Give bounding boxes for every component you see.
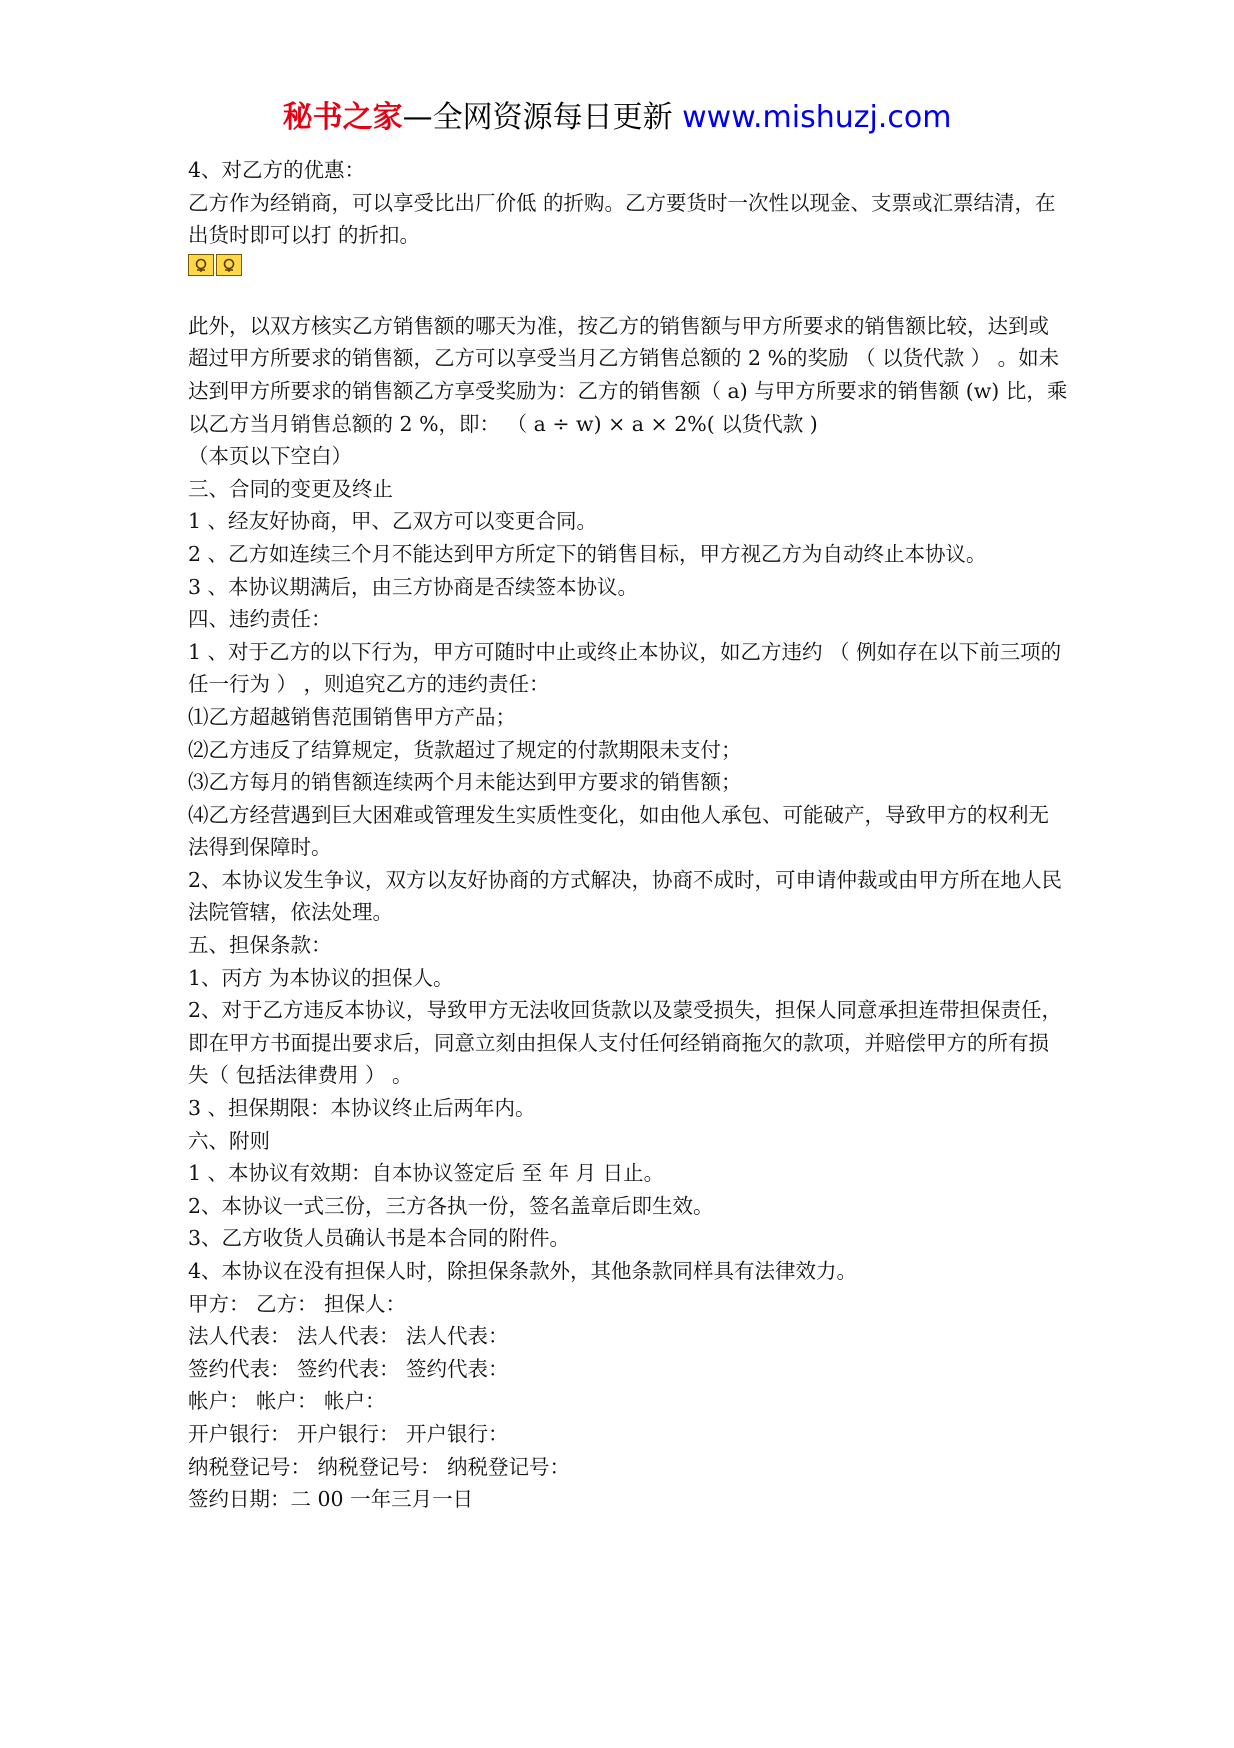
signature-row-legal-rep: 法人代表： 法人代表： 法人代表： <box>188 1324 509 1349</box>
section-heading: 五、担保条款： <box>188 933 332 958</box>
clause: 2 、乙方如连续三个月不能达到甲方所定下的销售目标，甲方视乙方为自动终止本协议。 <box>188 541 987 566</box>
signature-row-bank: 开户银行： 开户银行： 开户银行： <box>188 1421 509 1446</box>
text-line: （本页以下空白） <box>188 444 352 469</box>
brand-name: 秘书之家 <box>282 100 403 135</box>
banner-slogan: —全网资源每日更新 <box>402 100 673 135</box>
clause: 1 、经友好协商，甲、乙双方可以变更合同。 <box>188 509 598 534</box>
document-body <box>188 154 1068 1516</box>
signature-row-account: 帐户： 帐户： 帐户： <box>188 1389 386 1414</box>
embedded-icons <box>188 252 1068 278</box>
section-heading: 4、对乙方的优惠： <box>188 158 366 182</box>
chinese-char-icon <box>216 254 242 276</box>
clause: 2、对于乙方违反本协议，导致甲方无法收回货款以及蒙受损失，担保人同意承担连带担保责任，即在甲方书面提出要求后，同意立刻由担保人支付任何经销商拖欠的款项，并赔偿甲方的所有损失（ 包括法律费用 ） 。 <box>188 998 1063 1088</box>
signature-row-party: 甲方： 乙方： 担保人： <box>188 1291 407 1316</box>
clause: 3 、担保期限：本协议终止后两年内。 <box>188 1096 536 1121</box>
clause: 3 、本协议期满后，由三方协商是否续签本协议。 <box>188 574 639 599</box>
clause: 1 、本协议有效期：自本协议签定后 至 年 月 日止。 <box>188 1161 665 1186</box>
list-item: ⑵乙方违反了结算规定，货款超过了规定的付款期限未支付； <box>188 737 742 762</box>
clause: 1 、对于乙方的以下行为，甲方可随时中止或终止本协议，如乙方违约 （ 例如存在以下前三项的任一行为 ） ，则追究乙方的违约责任： <box>188 639 1062 697</box>
website-link[interactable]: www.mishuzj.com <box>682 100 952 135</box>
clause: 3、乙方收货人员确认书是本合同的附件。 <box>188 1226 571 1251</box>
signature-row-tax-id: 纳税登记号： 纳税登记号： 纳税登记号： <box>188 1454 571 1479</box>
paragraph: 此外，以双方核实乙方销售额的哪天为准，按乙方的销售额与甲方所要求的销售额比较，达到或超过甲方所要求的销售额，乙方可以享受当月乙方销售总额的 2 %的奖励 （ 以货代款 ） 。如未达到甲方所要求的销售额乙方享受奖励为：乙方的销售额（ a) 与甲方所要求的销售额 (w) 比，乘以乙方当月销售总额的 2 %，即： （ a ÷ w) × a × 2%( 以货代款 ) <box>188 313 1068 436</box>
list-item: ⑶乙方每月的销售额连续两个月未能达到甲方要求的销售额； <box>188 770 742 795</box>
chinese-char-icon <box>188 254 214 276</box>
signature-row-signing-rep: 签约代表： 签约代表： 签约代表： <box>188 1356 509 1381</box>
clause: 2、本协议一式三份，三方各执一份，签名盖章后即生效。 <box>188 1193 714 1218</box>
section-heading: 六、附则 <box>188 1128 270 1153</box>
clause: 2、本协议发生争议，双方以友好协商的方式解决，协商不成时，可申请仲裁或由甲方所在地人民法院管辖，依法处理。 <box>188 867 1063 925</box>
clause: 4、本协议在没有担保人时，除担保条款外，其他条款同样具有法律效力。 <box>188 1259 858 1283</box>
list-item: ⑴乙方超越销售范围销售甲方产品； <box>188 704 516 729</box>
signing-date: 签约日期：二 00 一年三月一日 <box>188 1487 474 1512</box>
clause: 1、丙方 为本协议的担保人。 <box>188 965 454 990</box>
list-item: ⑷乙方经营遇到巨大困难或管理发生实质性变化，如由他人承包、可能破产，导致甲方的权利无法得到保障时。 <box>188 802 1049 860</box>
header-banner <box>0 98 1234 138</box>
paragraph: 乙方作为经销商，可以享受比出厂价低 的折购。乙方要货时一次性以现金、支票或汇票结清，在出货时即可以打 的折扣。 <box>188 190 1056 248</box>
section-heading: 三、合同的变更及终止 <box>188 476 393 501</box>
section-heading: 四、违约责任： <box>188 607 332 632</box>
